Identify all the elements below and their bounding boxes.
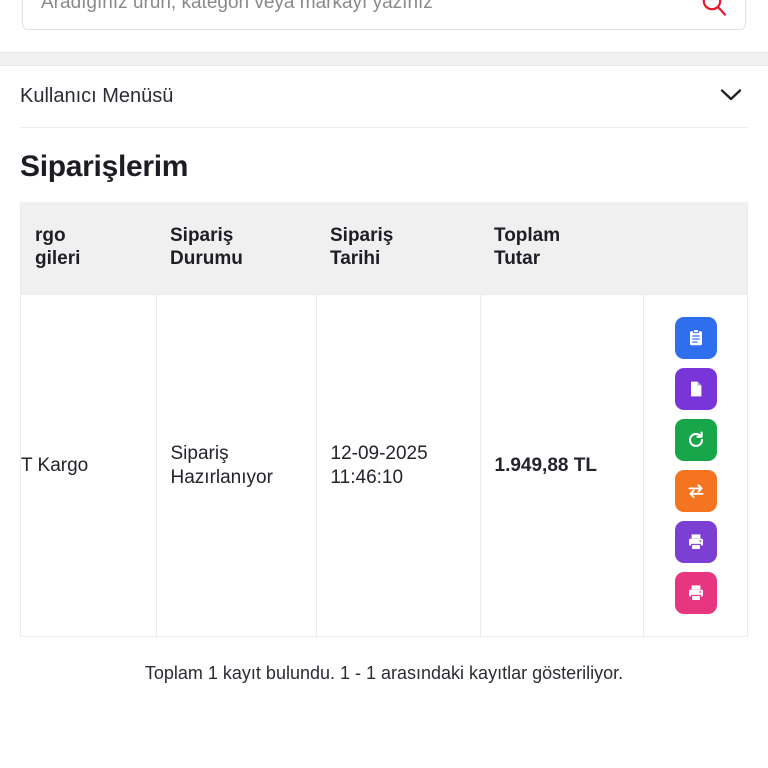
cell-total-amount: 1.949,88 TL	[480, 295, 643, 637]
orders-table-head	[21, 202, 748, 295]
records-summary: Toplam 1 kayıt bulundu. 1 - 1 arasındaki kayıtlar gösteriliyor.	[144, 663, 624, 684]
table-row	[21, 295, 748, 637]
cell-status-line2: Hazırlanıyor	[170, 466, 273, 488]
cell-date-line2: 11:46:10	[330, 466, 404, 488]
user-menu-accordion[interactable]	[20, 66, 748, 128]
reorder-button[interactable]	[675, 419, 717, 461]
column-header-status-line2: Durumu	[170, 248, 243, 270]
user-menu-label: Kullanıcı Menüsü	[20, 85, 174, 107]
column-header-date-line1: Sipariş	[330, 225, 394, 246]
column-header-status	[156, 202, 316, 295]
cell-actions	[643, 295, 748, 637]
orders-table-body	[21, 295, 748, 637]
column-header-date	[316, 202, 480, 295]
column-header-total	[480, 202, 643, 295]
search-input[interactable]	[39, 0, 691, 15]
search-icon[interactable]	[699, 0, 729, 18]
exchange-icon	[686, 481, 706, 501]
cell-cargo: T Kargo	[21, 295, 156, 637]
column-header-cargo-line2: gileri	[35, 248, 81, 270]
printer-icon	[686, 583, 706, 603]
clipboard-icon	[686, 328, 706, 348]
printer-icon	[686, 532, 706, 552]
search-area	[0, 0, 768, 52]
table-header-row	[21, 202, 748, 295]
cell-status	[156, 295, 316, 637]
search-box[interactable]	[22, 0, 746, 30]
invoice-button[interactable]	[675, 368, 717, 410]
cell-status-line1: Sipariş	[170, 443, 229, 465]
orders-table	[21, 202, 748, 636]
print-button[interactable]	[675, 521, 717, 563]
chevron-down-icon[interactable]	[720, 88, 748, 106]
column-header-total-line2: Tutar	[494, 248, 541, 270]
page-title: Siparişlerim	[20, 150, 189, 183]
order-detail-button[interactable]	[675, 317, 717, 359]
content-card	[0, 66, 768, 744]
column-header-date-line2: Tarihi	[330, 248, 381, 270]
column-header-total-line1: Toplam	[494, 225, 561, 246]
column-header-cargo-line1: rgo	[35, 225, 66, 246]
print-label-button[interactable]	[675, 572, 717, 614]
orders-table-wrapper	[20, 202, 748, 637]
column-header-status-line1: Sipariş	[170, 225, 234, 246]
refresh-icon	[686, 430, 706, 450]
action-button-list	[644, 295, 749, 636]
column-header-cargo	[21, 202, 156, 295]
return-exchange-button[interactable]	[675, 470, 717, 512]
document-icon	[686, 379, 706, 399]
section-divider	[0, 52, 768, 66]
cell-date	[316, 295, 480, 637]
cell-date-line1: 12-09-2025	[330, 443, 428, 465]
column-header-actions	[643, 202, 748, 295]
